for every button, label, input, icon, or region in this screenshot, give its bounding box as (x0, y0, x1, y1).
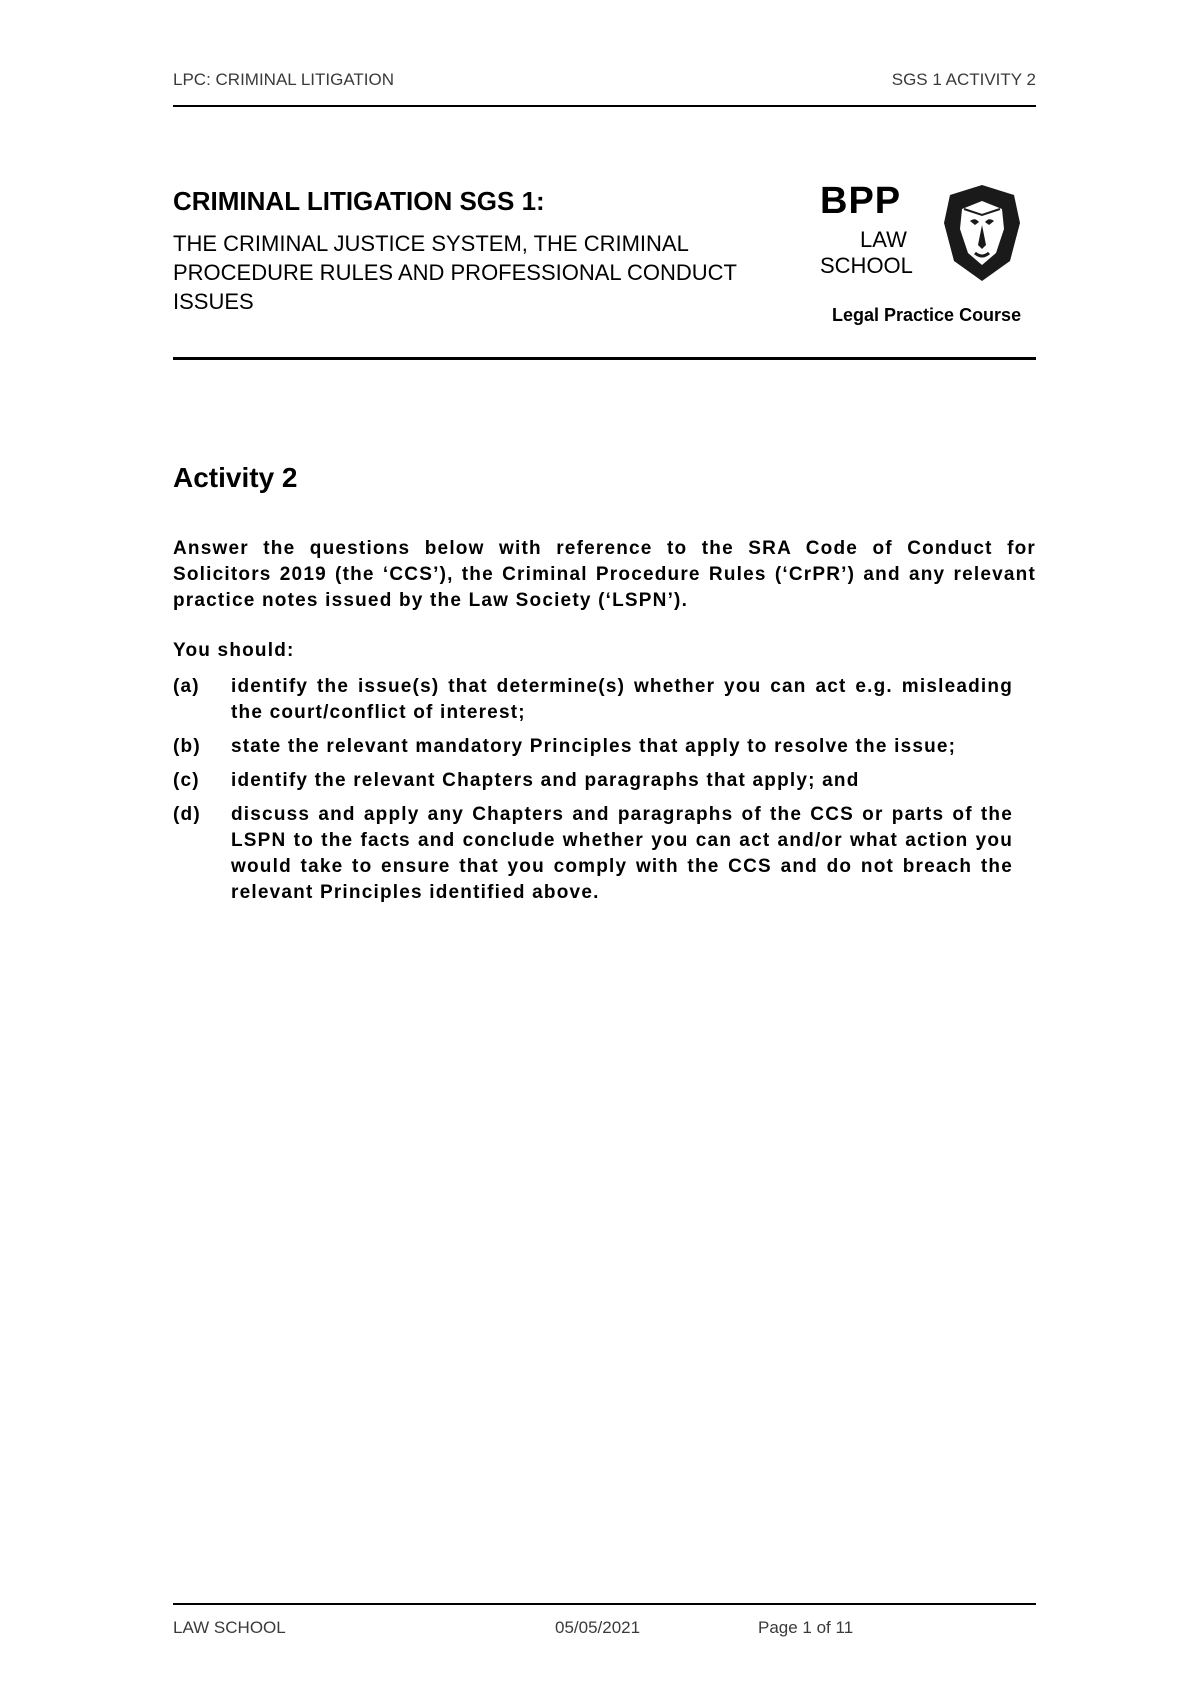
footer-school: LAW SCHOOL (173, 1618, 286, 1637)
list-item-label: (c) (173, 770, 200, 791)
list-item-label: (b) (173, 736, 201, 757)
list-item (173, 768, 1013, 794)
activity-intro: Answer the questions below with reference to the SRA Code of Conduct for Solicitors 2019 (the ‘CCS’), the Criminal Procedure Rules (‘CrPR’) and any relevant practice notes issued by the Law Society (‘LSPN’). (173, 538, 1036, 611)
header-course-title: LPC: CRIMINAL LITIGATION (173, 70, 395, 89)
logo-text-bpp: BPP (820, 180, 902, 222)
logo-text-school: SCHOOL (820, 253, 913, 278)
title-divider (173, 357, 1036, 360)
list-item-label: (a) (173, 676, 200, 697)
list-item-text: identify the issue(s) that determine(s) whether you can act e.g. misleading the court/conflict of interest; (231, 676, 1013, 723)
lion-head-icon (942, 183, 1022, 283)
logo-caption: Legal Practice Course (832, 305, 1022, 325)
header-activity-ref: SGS 1 ACTIVITY 2 (891, 70, 1036, 89)
logo-text-law: LAW (860, 227, 907, 252)
list-item (173, 734, 1013, 760)
list-item-text: state the relevant mandatory Principles that apply to resolve the issue; (231, 736, 957, 757)
list-item-text: discuss and apply any Chapters and paragraphs of the CCS or parts of the LSPN to the facts and conclude whether you can act and/or what action you would take to ensure that you comply with the CCS and do not breach the relevant Principles identified above. (231, 804, 1013, 903)
list-item (173, 674, 1013, 726)
list-item-label: (d) (173, 804, 201, 825)
bpp-law-school-logo (820, 180, 1020, 280)
list-item (173, 802, 1013, 906)
instruction-list (173, 674, 1013, 914)
footer-date: 05/05/2021 (555, 1618, 641, 1637)
list-item-text: identify the relevant Chapters and paragraphs that apply; and (231, 770, 860, 791)
you-should-label: You should: (173, 640, 295, 661)
document-subtitle: THE CRIMINAL JUSTICE SYSTEM, THE CRIMINAL PROCEDURE RULES AND PROFESSIONAL CONDUCT ISSUES (173, 231, 737, 314)
footer-page-number: Page 1 of 11 (758, 1618, 854, 1637)
header-divider (173, 105, 1036, 107)
document-title: CRIMINAL LITIGATION SGS 1: (173, 186, 545, 216)
activity-heading: Activity 2 (173, 462, 298, 493)
footer-divider (173, 1603, 1036, 1605)
